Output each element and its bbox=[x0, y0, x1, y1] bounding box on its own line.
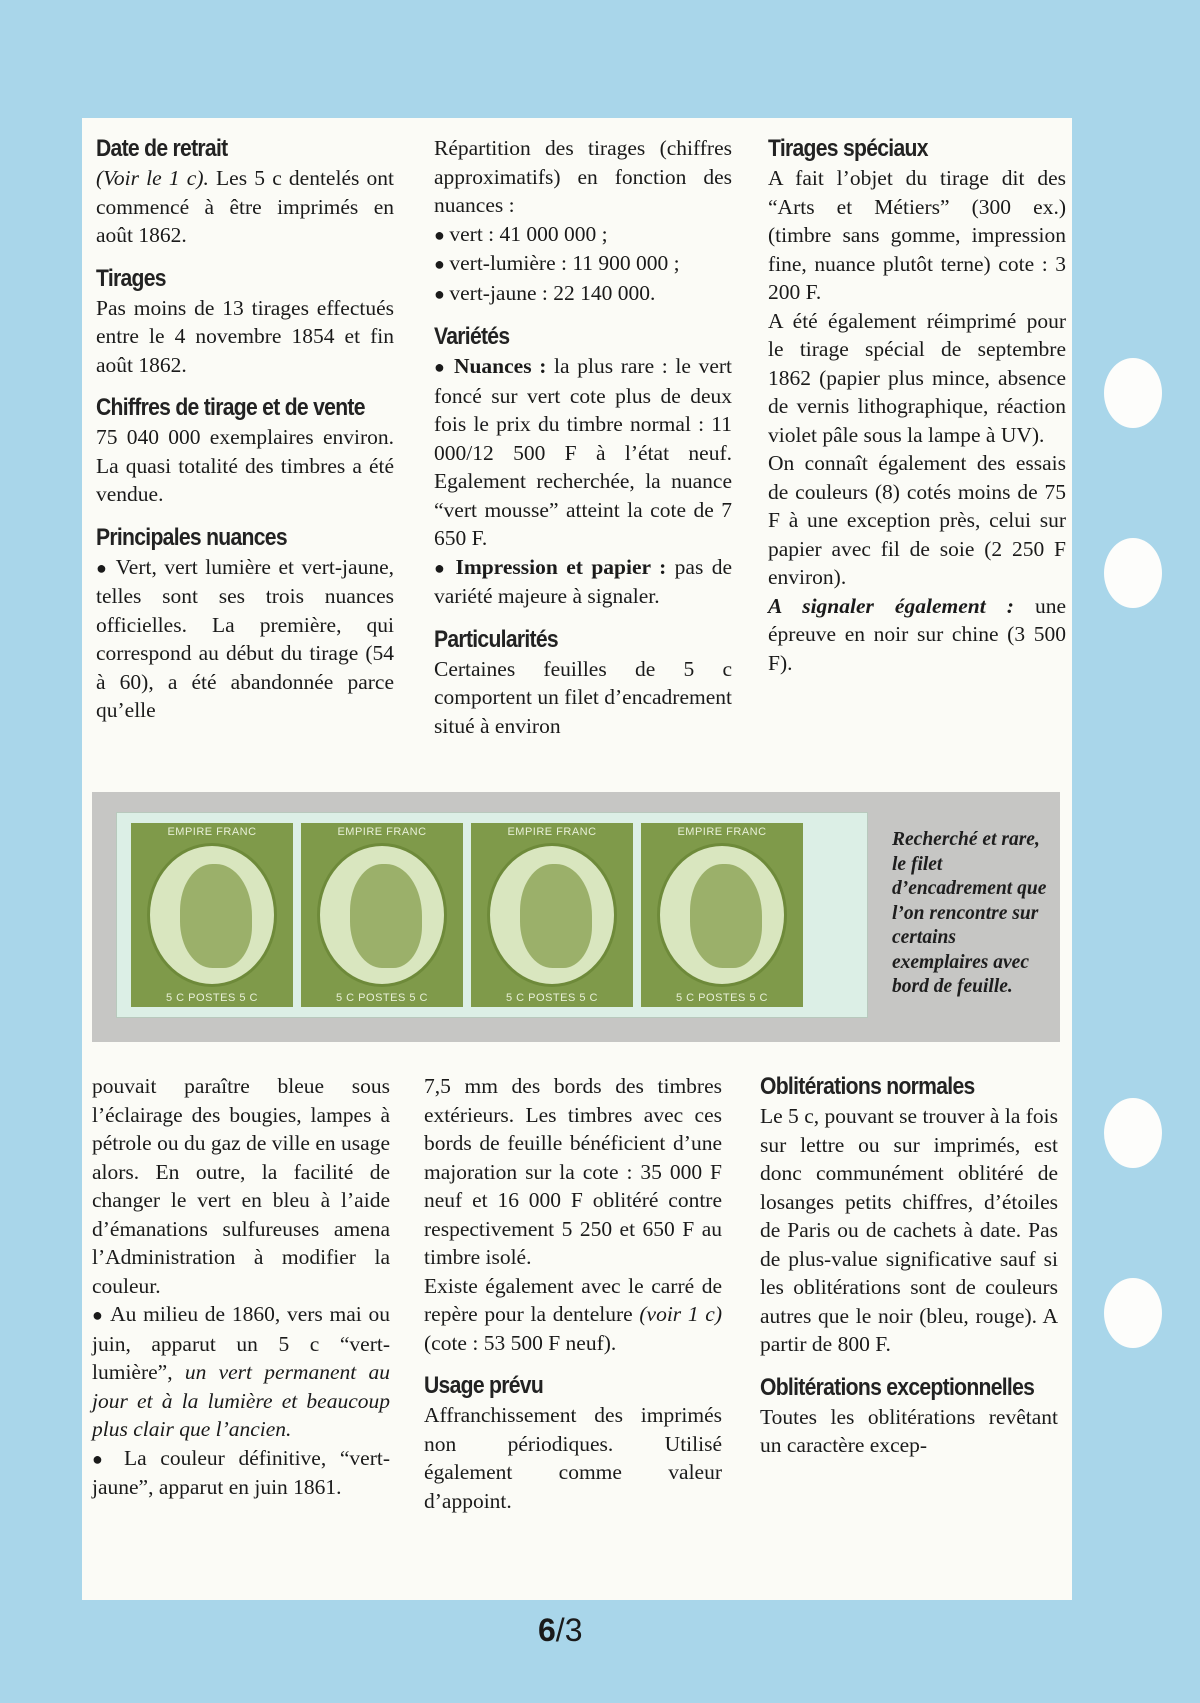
column-2 bbox=[434, 134, 732, 740]
paragraph-carre-repere: Existe également avec le carré de repère pour la dentelure (voir 1 c) (cote : 53 500 F neuf). bbox=[424, 1273, 723, 1355]
stamp-photo bbox=[92, 792, 1060, 1042]
stamp-top-text: EMPIRE FRANC bbox=[507, 826, 597, 838]
column-6 bbox=[760, 1072, 1058, 1460]
column-3 bbox=[768, 134, 1066, 677]
stamp-bottom-text: 5 C POSTES 5 C bbox=[676, 992, 768, 1004]
portrait-head bbox=[520, 864, 592, 968]
stamp-portrait bbox=[317, 843, 447, 987]
paragraph-impression: ● Impression et papier : pas de variété majeure à signaler. bbox=[434, 553, 732, 611]
stamp-bottom-text: 5 C POSTES 5 C bbox=[336, 992, 428, 1004]
stamp-portrait bbox=[487, 843, 617, 987]
stamp-bottom-text: 5 C POSTES 5 C bbox=[506, 992, 598, 1004]
stamp bbox=[131, 823, 293, 1007]
heading-principales-nuances: Principales nuances bbox=[96, 523, 287, 551]
binder-hole bbox=[1104, 538, 1162, 608]
stamp-top-text: EMPIRE FRANC bbox=[167, 826, 257, 838]
portrait-head bbox=[180, 864, 252, 968]
paragraph-retrait: (Voir le 1 c). Les 5 c dentelés ont commencé à être imprimés en août 1862. bbox=[96, 166, 394, 247]
paragraph-continued: 7,5 mm des bords des timbres extérieurs. Les timbres avec ces bords de feuille bénéficient d’une majoration sur la cote : 35 000 F neuf et 16 000 F oblitéré contre respectivement 5 250 et 650 F au timbre isolé. bbox=[424, 1074, 722, 1269]
paragraph-repartition: Répartition des tirages (chiffres approximatifs) en fonction des nuances : bbox=[434, 136, 732, 217]
stamp-portrait bbox=[657, 843, 787, 987]
paragraph-varietes-nuances: ● Nuances : la plus rare : le vert foncé sur vert cote plus de deux fois le prix du timbre normal : 11 000/12 500 F à l’état neuf. Egalement recherchée, la nuance “vert mousse” atteint la cote de 7 650 F. bbox=[434, 352, 732, 553]
stamp bbox=[641, 823, 803, 1007]
paragraph-tirages: Pas moins de 13 tirages effectués entre le 4 novembre 1854 et fin août 1862. bbox=[96, 295, 394, 377]
heading-usage-prevu: Usage prévu bbox=[424, 1372, 544, 1399]
list-item: ● vert-jaune : 22 140 000. bbox=[434, 279, 732, 309]
heading-obliterations-exceptionnelles: Oblitérations exceptionnelles bbox=[760, 1373, 1035, 1401]
stamp bbox=[301, 823, 463, 1007]
stamp-strip bbox=[116, 812, 868, 1018]
paragraph-speciaux-1: A fait l’objet du tirage dit des “Arts et Métiers” (300 ex.) (timbre sans gomme, impression fine, nuance plutôt terne) cote : 3 200 F. bbox=[768, 166, 1066, 304]
paragraph-speciaux-2: A été également réimprimé pour le tirage spécial de septembre 1862 (papier plus mince, absence de vernis lithographique, réaction violet pâle sous la lampe à UV). bbox=[768, 308, 1066, 447]
paragraph-obliterations-exceptionnelles: Toutes les oblitérations revêtant un caractère excep- bbox=[760, 1404, 1058, 1457]
stamp-bottom-text: 5 C POSTES 5 C bbox=[166, 992, 258, 1004]
stamp-portrait bbox=[147, 843, 277, 987]
column-1 bbox=[96, 134, 394, 725]
heading-obliterations-normales: Oblitérations normales bbox=[760, 1073, 975, 1100]
portrait-head bbox=[350, 864, 422, 968]
heading-date-de-retrait: Date de retrait bbox=[96, 135, 228, 162]
heading-tirages: Tirages bbox=[96, 264, 166, 292]
heading-varietes: Variétés bbox=[434, 323, 510, 350]
paragraph-usage: Affranchissement des imprimés non périodiques. Utilisé également comme valeur d’appoint. bbox=[424, 1403, 722, 1513]
paragraph-vert-jaune: ● La couleur définitive, “vert-jaune”, apparut en juin 1861. bbox=[92, 1444, 390, 1502]
page-number: 6/3 bbox=[538, 1612, 583, 1648]
paragraph-vert-lumiere: ● Au milieu de 1860, vers mai ou juin, apparut un 5 c “vert-lumière”, un vert permanent au jour et à la lumière et beaucoup plus clair que l’ancien. bbox=[92, 1300, 390, 1444]
binder-hole bbox=[1104, 1098, 1162, 1168]
column-4 bbox=[92, 1072, 390, 1502]
heading-chiffres: Chiffres de tirage et de vente bbox=[96, 394, 365, 421]
list-item: ● vert-lumière : 11 900 000 ; bbox=[434, 249, 732, 279]
heading-particularites: Particularités bbox=[434, 625, 558, 653]
paragraph-signaler: A signaler également : une épreuve en noir sur chine (3 500 F). bbox=[768, 593, 1066, 675]
heading-tirages-speciaux: Tirages spéciaux bbox=[768, 135, 928, 162]
paragraph-chiffres: 75 040 000 exemplaires environ. La quasi totalité des timbres a été vendue. bbox=[96, 425, 394, 506]
paragraph-continued: pouvait paraître bleue sous l’éclairage des bougies, lampes à pétrole ou du gaz de ville en usage alors. En outre, la facilité de changer le vert en bleu à l’aide d’émanations sulfureuses amena l’Administration à modifier la couleur. bbox=[92, 1074, 390, 1298]
paragraph-obliterations-normales: Le 5 c, pouvant se trouver à la fois sur lettre ou sur imprimés, est donc communément oblitéré de losanges petits chiffres, d’étoiles de Paris ou de cachets à date. Pas de plus-value significative sauf si les oblitérations sont de couleurs autres que le noir (bleu, rouge). A partir de 800 F. bbox=[760, 1104, 1058, 1356]
photo-caption: Recherché et rare, le filet d’encadrement que l’on rencontre sur certains exemplaires avec bord de feuille. bbox=[892, 829, 1047, 997]
stamp bbox=[471, 823, 633, 1007]
paragraph-speciaux-3: On connaît également des essais de couleurs (8) cotés moins de 75 F à une exception près, celui sur papier avec fil de soie (2 250 F environ). bbox=[768, 451, 1066, 589]
list-item: ● vert : 41 000 000 ; bbox=[434, 220, 732, 250]
stamp-top-text: EMPIRE FRANC bbox=[337, 826, 427, 838]
binder-hole bbox=[1104, 358, 1162, 428]
column-5 bbox=[424, 1072, 722, 1515]
paragraph-nuances: ● Vert, vert lumière et vert-jaune, telles sont ses trois nuances officielles. La première, qui correspond au début du tirage (54 à 60), a été abandonnée parce qu’elle bbox=[96, 553, 394, 725]
paragraph-particularites: Certaines feuilles de 5 c comportent un filet d’encadrement situé à environ bbox=[434, 656, 732, 738]
binder-hole bbox=[1104, 1278, 1162, 1348]
portrait-head bbox=[690, 864, 762, 968]
stamp-top-text: EMPIRE FRANC bbox=[677, 826, 767, 838]
